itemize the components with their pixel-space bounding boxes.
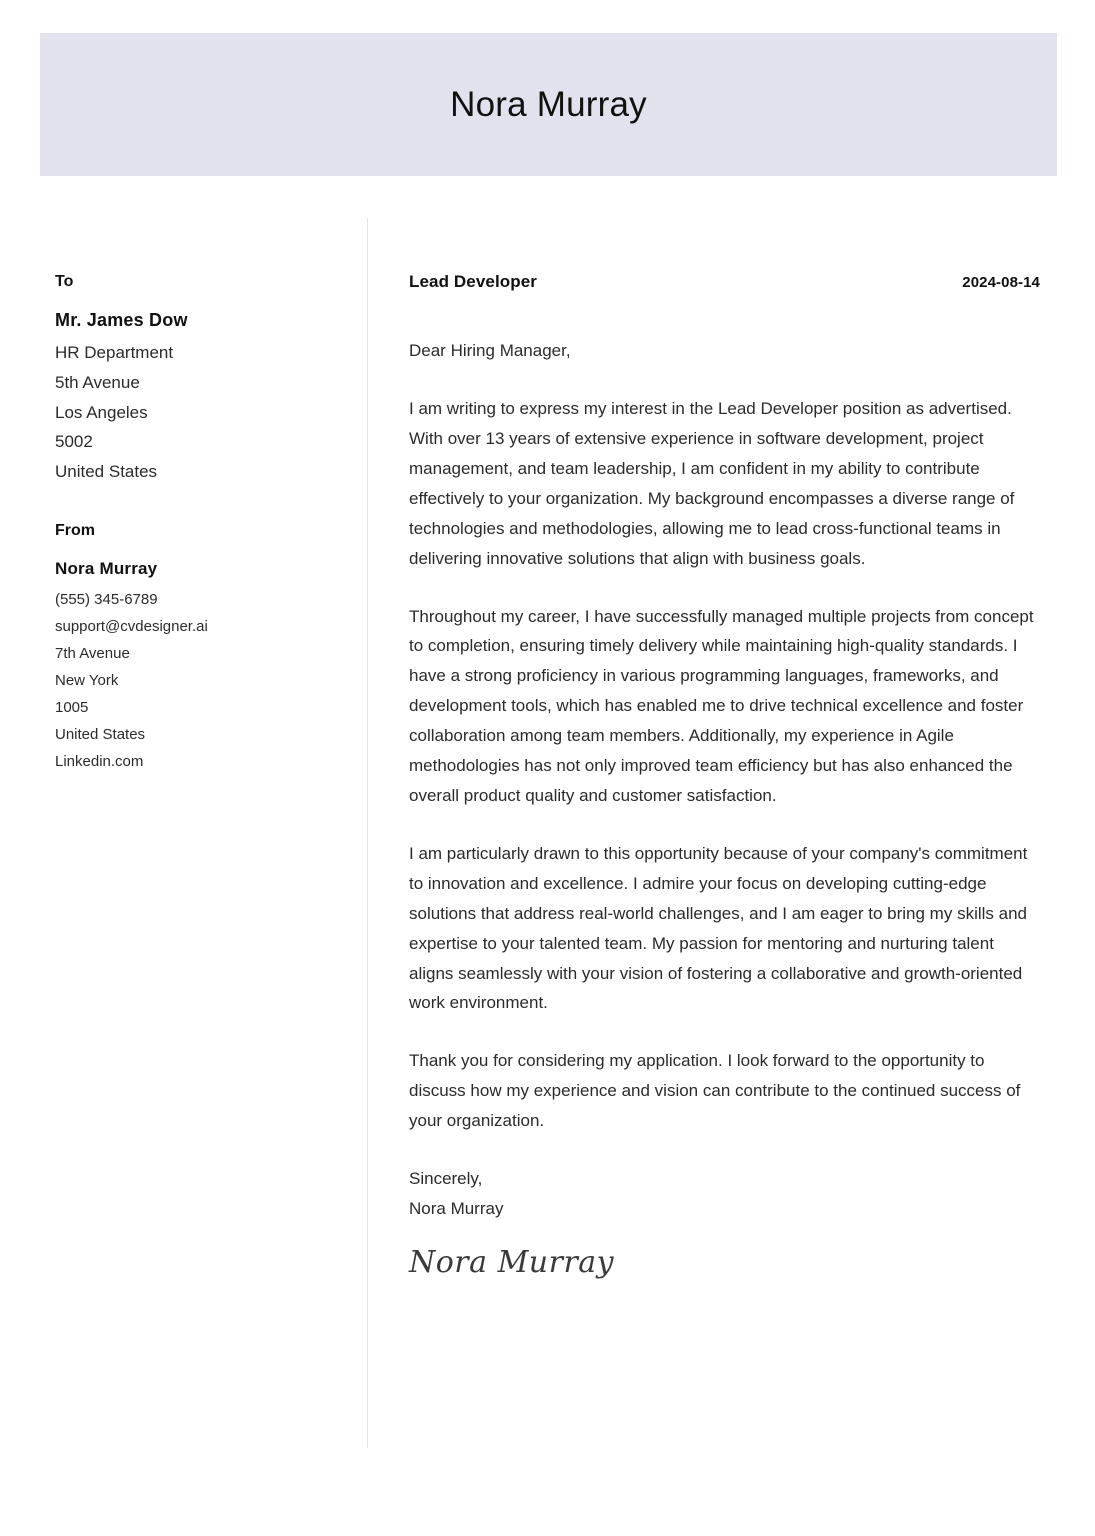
header-band (40, 33, 1057, 176)
sidebar-contact-column (55, 272, 335, 775)
letter-header-row (409, 272, 1040, 292)
page-title: Nora Murray (450, 85, 647, 124)
sender-address-line: United States (55, 725, 146, 743)
closing-salutation: Sincerely, (409, 1169, 483, 1189)
body-paragraph: I am writing to express my interest in the Lead Developer position as advertised. With over 13 years of extensive experience in software development, project management, and team leadership, I am confident in my ability to contribute effectively to your organization. My background encompasses a diverse range of technologies and methodologies, allowing me to lead cross-functional teams in delivering innovative solutions that align with business goals. (409, 399, 1015, 568)
sender-label: From (55, 522, 95, 540)
sender-website: Linkedin.com (55, 752, 144, 770)
letter-date: 2024-08-14 (962, 274, 1040, 291)
recipient-address-line: United States (55, 462, 158, 482)
job-title: Lead Developer (409, 272, 538, 291)
closing-name: Nora Murray (409, 1198, 504, 1218)
recipient-block (55, 272, 335, 487)
recipient-address-line: Los Angeles (55, 402, 148, 422)
recipient-address-line: HR Department (55, 342, 174, 362)
sender-address-line: 1005 (55, 698, 89, 716)
body-paragraph: Throughout my career, I have successfully managed multiple projects from concept to completion, ensuring timely delivery while maintaining high-quality standards. I have a strong proficiency in various programming languages, frameworks, and development tools, which has enabled me to drive technical excellence and foster collaboration among team members. Additionally, my experience in Agile methodologies has not only improved team efficiency but has also enhanced the overall product quality and customer satisfaction. (409, 606, 1034, 806)
sender-block (55, 521, 335, 774)
sender-address-line: 7th Avenue (55, 644, 130, 662)
sender-phone: (555) 345-6789 (55, 590, 158, 608)
recipient-address-line: 5th Avenue (55, 372, 140, 392)
signature: Nora Murray (409, 1244, 615, 1280)
letter-body-column (409, 272, 1040, 1279)
recipient-name: Mr. James Dow (55, 310, 188, 331)
sender-name: Nora Murray (55, 559, 158, 579)
sender-email: support@cvdesigner.ai (55, 617, 208, 635)
sender-address-line: New York (55, 671, 119, 689)
column-divider (367, 218, 368, 1448)
recipient-address-line: 5002 (55, 432, 93, 452)
body-paragraph: I am particularly drawn to this opportunity because of your company's commitment to innovation and excellence. I admire your focus on developing cutting-edge solutions that address real-world challenges, and I am eager to bring my skills and expertise to your talented team. My passion for mentoring and nurturing talent aligns seamlessly with your vision of fostering a collaborative and growth-oriented work environment. (409, 843, 1028, 1013)
recipient-label: To (55, 273, 74, 290)
salutation: Dear Hiring Manager, (409, 341, 571, 361)
body-paragraph: Thank you for considering my application. I look forward to the opportunity to discuss how my experience and vision can contribute to the continued success of your organization. (409, 1051, 1021, 1131)
